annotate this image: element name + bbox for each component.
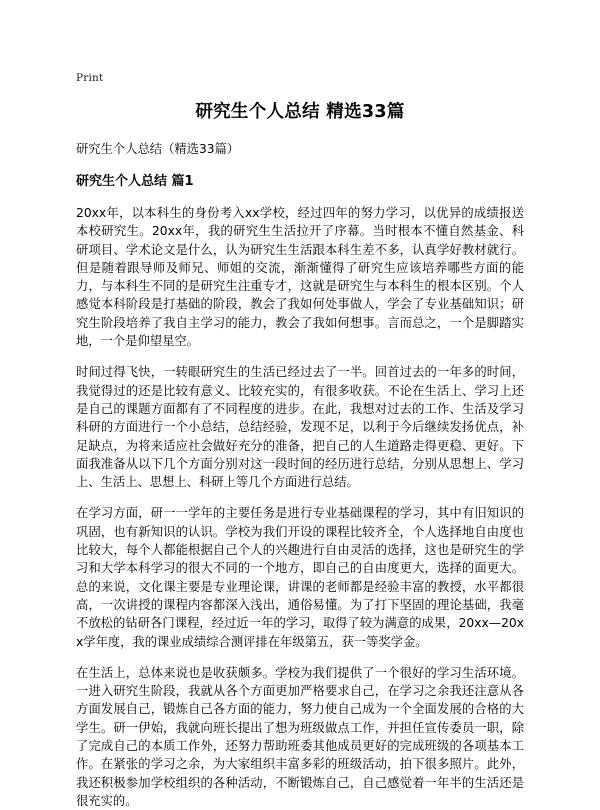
document-content <box>76 100 524 810</box>
body-paragraph: 20xx年，以本科生的身份考入xx学校，经过四年的努力学习，以优异的成绩报送本校研究生。20xx年，我的研究生生活拉开了序幕。当时根本不懂自然基金、科研项目、学术论文是什么，认为研究生生活跟本科生差不多，认真学好教材就行。但是随着跟导师及师兄、师姐的交流，渐渐懂得了研究生应该培养哪些方面的能力，与本科生不同的是研究生注重专才，这就是研究生与本科生的根本区别。个人感觉本科阶段是打基础的阶段，教会了我如何处事做人，学会了专业基础知识；研究生阶段培养了我自主学习的能力，教会了我如何想事。言而总之，一个是脚踏实地，一个是仰望星空。 <box>76 206 524 349</box>
body-paragraph: 时间过得飞快，一转眼研究生的生活已经过去了一半。回首过去的一年多的时间，我觉得过的还是比较有意义、比较充实的，有很多收获。不论在生活上、学习上还是自己的课题方面都有了不同程度的进步。在此，我想对过去的工作、生活及学习科研的方面进行一个小总结，总结经验，发现不足，以利于今后继续发扬优点，补足缺点，为将来适应社会做好充分的准备，把自己的人生道路走得更稳、更好。下面我准备从以下几个方面分别对这一段时间的经历进行总结，分别从思想上、学习上、生活上、思想上、科研上等几个方面进行总结。 <box>76 365 524 490</box>
document-title: 研究生个人总结 精选33篇 <box>195 102 405 122</box>
body-paragraph: 在生活上，总体来说也是收获颇多。学校为我们提供了一个很好的学习生活环境。一进入研究生阶段，我就从各个方面更加严格要求自己，在学习之余我还注意从各方面发展自己，锻炼自己各方面的能力，努力使自己成为一个全面发展的合格的大学生。研一伊始，我就向班长提出了想为班级做点工作，并担任宣传委员一职，除了完成自己的本质工作外，还努力帮助班委其他成员更好的完成班级的各项基本工作。在紧张的学习之余，为大家组织丰富多彩的班级活动，拍下很多照片。此外，我还积极参加学校组织的各种活动，不断锻炼自己，自己感觉着一年半的生活还是很充实的。 <box>76 665 524 808</box>
print-label[interactable]: Print <box>76 72 104 84</box>
document-subtitle: 研究生个人总结（精选33篇） <box>76 142 240 156</box>
section-heading: 研究生个人总结 篇1 <box>76 174 194 189</box>
body-paragraph: 在学习方面，研一一学年的主要任务是进行专业基础课程的学习，其中有旧知识的巩固，也有新知识的认识。学校为我们开设的课程比较齐全，个人选择地自由度也比较大，每个人都能根据自己个人的兴趣进行自由灵活的选择，这也是研究生的学习和大学本科学习的很大不同的一个地方，即自己的自由度更大，选择的面更大。总的来说，文化课主要是专业理论课，讲课的老师都是经验丰富的教授，水平都很高，一次讲授的课程内容都深入浅出，通俗易懂。为了打下坚固的理论基础，我毫不放松的钻研各门课程，经过近一年的学习，取得了较为满意的成果，20xx—20xx学年度，我的课业成绩综合测评排在年级第五，获一等奖学金。 <box>76 506 524 649</box>
